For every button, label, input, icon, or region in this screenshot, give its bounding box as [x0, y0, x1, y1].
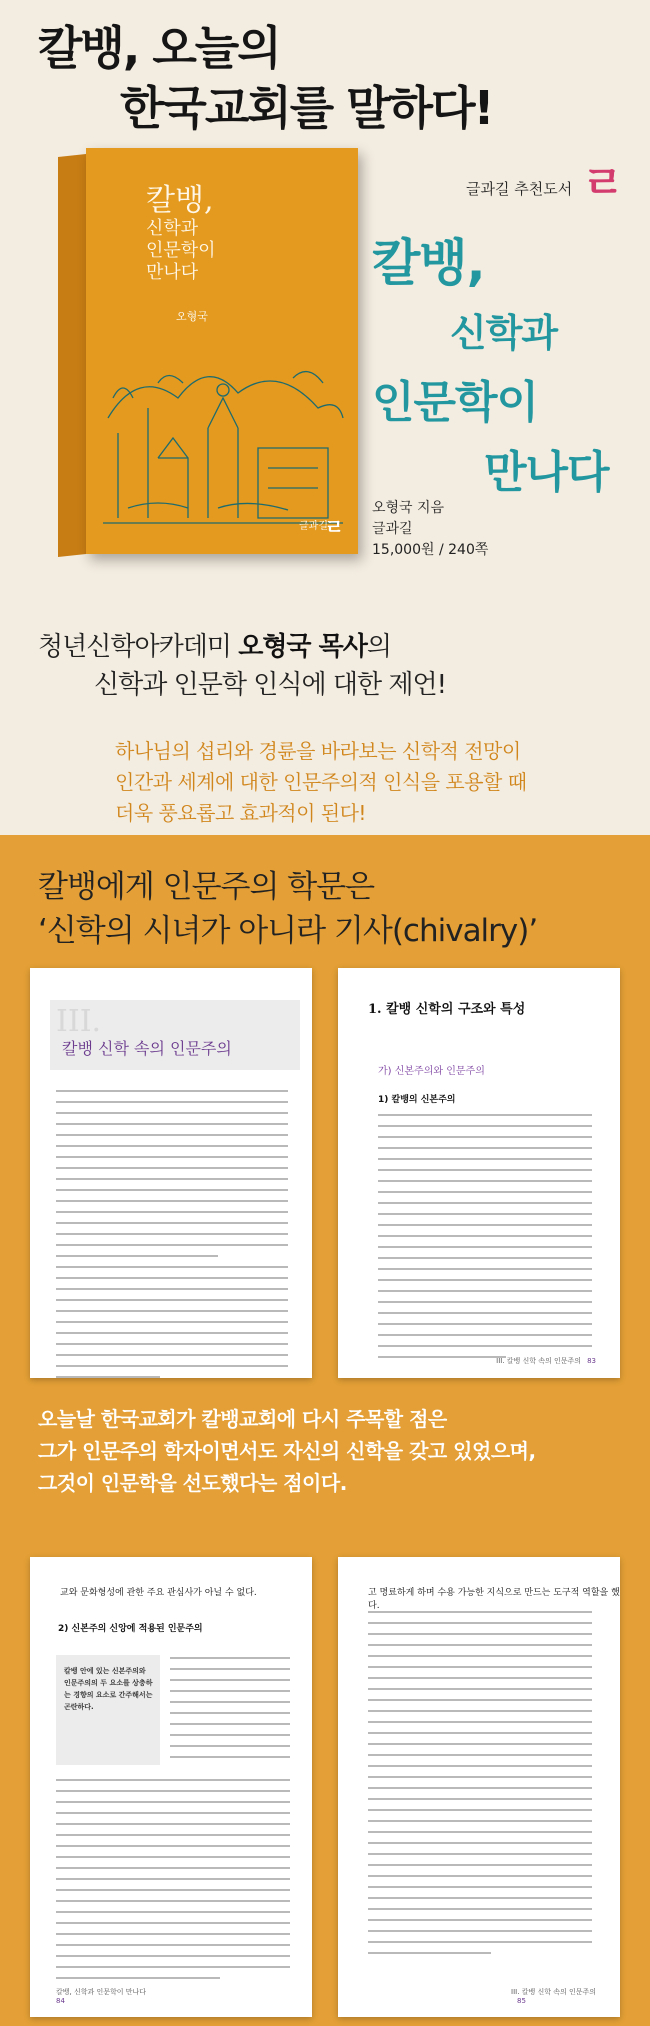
section-title: 1. 칼뱅 신학의 구조와 특성: [368, 1002, 526, 1017]
footer-text: III. 칼뱅 신학 속의 인문주의: [496, 1357, 582, 1365]
cover-publisher: 글과길: [299, 521, 328, 532]
book-front: [86, 148, 358, 554]
cover-title-line4: 만나다: [146, 262, 199, 283]
big-title-line4: 만나다: [484, 447, 609, 498]
big-title-line3: 인문학이: [372, 377, 539, 428]
footer-text: 칼뱅, 신학과 인문학이 만나다: [56, 1988, 147, 1996]
tagline-part2: 의: [366, 632, 391, 662]
cover-title-line3: 인문학이: [146, 240, 216, 261]
big-book-title: [372, 228, 609, 508]
page-number: 85: [517, 1997, 526, 2005]
quote-line1: 오늘날 한국교회가 칼뱅교회에 다시 주목할 점은: [38, 1407, 447, 1431]
big-title-line2: 신학과: [450, 311, 558, 355]
excerpt-section: [0, 835, 650, 2026]
chapter-box: [50, 1000, 300, 1070]
quote-line2: 그가 인문주의 학자이면서도 자신의 신학을 갖고 있었으며,: [38, 1439, 536, 1463]
big-title-line1: 칼뱅,: [372, 234, 485, 292]
orange-line1: 하나님의 섭리와 경륜을 바라보는 신학적 전망이: [115, 739, 521, 763]
page-number: 83: [587, 1357, 596, 1365]
subsection-title: 가) 신본주의와 인문주의: [378, 1066, 485, 1077]
footer-text: III. 칼뱅 신학 속의 인문주의: [511, 1988, 596, 1996]
headline: [38, 18, 492, 138]
page2-footer: [496, 1356, 596, 1366]
page3-subheading: 2) 신본주의 신앙에 적용된 인문주의: [58, 1624, 203, 1634]
tagline: [38, 628, 446, 704]
book-cover-image: [58, 148, 358, 548]
info-publisher: 글과길: [372, 521, 413, 537]
orange-line3: 더욱 풍요롭고 효과적이 된다!: [115, 801, 366, 825]
info-author: 오형국 지음: [372, 500, 445, 516]
page4-footer: [511, 1987, 596, 2005]
headline-line1: 칼뱅, 오늘의: [38, 21, 280, 75]
side-note-box: [56, 1655, 160, 1765]
page4-body-text: [368, 1611, 592, 1963]
sample-page-4: [338, 1557, 620, 2017]
publisher-logo: ㄹ: [582, 158, 625, 209]
info-price: 15,000원 / 240쪽: [372, 542, 489, 558]
sample-page-1: [30, 968, 312, 1378]
book-spine: [58, 154, 86, 557]
cover-title: [146, 184, 216, 284]
sample-page-2: [338, 968, 620, 1378]
cover-illustration: [98, 338, 346, 528]
chapter-number: III.: [56, 1004, 102, 1039]
quote: [38, 1403, 536, 1499]
excerpt-heading-line1: 칼뱅에게 인문주의 학문은: [38, 869, 375, 905]
headline-line2: 한국교회를 말하다!: [120, 81, 493, 135]
side-note: 칼뱅 안에 있는 신본주의와 인문주의의 두 요소를 상충하는 경향의 요소로 간주해서는 곤란하다.: [64, 1667, 153, 1711]
chapter-title: 칼뱅 신학 속의 인문주의: [62, 1039, 232, 1058]
page-number: 84: [56, 1997, 65, 2005]
page2-body-text: [378, 1114, 592, 1367]
book-info: [372, 498, 488, 561]
intro-section: [0, 0, 650, 835]
orange-statement: [115, 736, 527, 829]
tagline-line2: 신학과 인문학 인식에 대한 제언!: [94, 670, 446, 700]
page3-footer: [56, 1987, 146, 2005]
sample-page-3: [30, 1557, 312, 2017]
page3-top-line: 교와 문화형성에 관한 주요 관심사가 아닐 수 없다.: [60, 1588, 257, 1598]
excerpt-heading-line2: ‘신학의 시녀가 아니라 기사(chivalry)’: [38, 913, 538, 949]
excerpt-heading: [38, 865, 537, 953]
page3-column-text: [170, 1657, 290, 1767]
orange-line2: 인간과 세계에 대한 인문주의적 인식을 포용할 때: [115, 770, 527, 794]
cover-title-line1: 칼뱅,: [146, 183, 214, 218]
cover-author: 오형국: [176, 310, 208, 323]
page3-body-text: [56, 1779, 290, 1988]
quote-line3: 그것이 인문학을 선도했다는 점이다.: [38, 1471, 347, 1495]
recommendation-label: 글과길 추천도서: [466, 180, 573, 198]
cover-logo: ㄹ: [324, 515, 344, 539]
page1-body-text: [56, 1090, 288, 1378]
cover-title-line2: 신학과: [146, 218, 199, 239]
tagline-part1: 청년신학아카데미: [38, 632, 239, 662]
tagline-bold: 오형국 목사: [238, 632, 367, 662]
subheading: 1) 칼뱅의 신본주의: [378, 1095, 456, 1105]
page4-top-line: 고 명료하게 하며 수용 가능한 지식으로 만드는 도구적 역할을 했다.: [368, 1588, 620, 1611]
